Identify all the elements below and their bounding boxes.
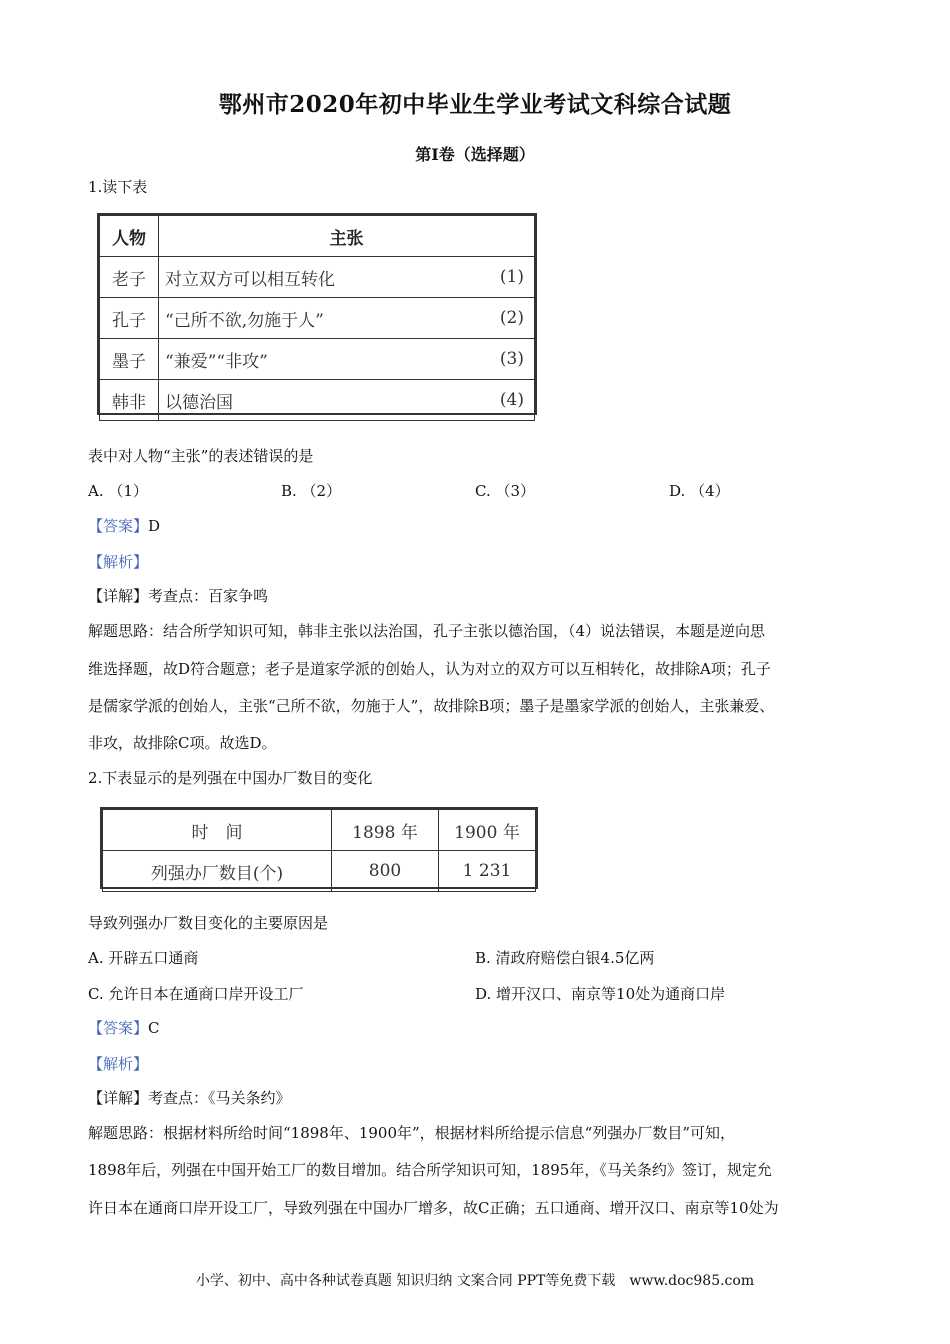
table-row (100, 257, 535, 298)
q2-option-c: C. 允许日本在通商口岸开设工厂 (88, 985, 304, 1003)
q1-person-1: 老子 (100, 257, 159, 298)
q1-option-c: C. （3） (475, 482, 536, 500)
table-row (100, 339, 535, 380)
q1-explanation-line-1: 解题思路：结合所学知识可知，韩非主张以法治国，孔子主张以德治国，（4）说法错误，本题是逆向思 (88, 622, 766, 640)
q2-option-a: A. 开辟五口通商 (88, 949, 199, 967)
page-title: 鄂州市2020年初中毕业生学业考试文科综合试题 (218, 91, 732, 118)
q2-table (100, 807, 538, 889)
q1-analysis-tag: 【解析】 (88, 553, 149, 571)
q1-num-1: (1) (473, 257, 535, 298)
q1-detail: 【详解】考查点：百家争鸣 (88, 587, 269, 605)
q1-question: 表中对人物“主张”的表述错误的是 (88, 447, 314, 465)
q2-explanation-line-2: 1898年后，列强在中国开始工厂的数目增加。结合所学知识可知，1895年，《马关条约》签订，规定允 (88, 1161, 772, 1179)
q2-option-d: D. 增开汉口、南京等10处为通商口岸 (475, 985, 726, 1003)
q2-answer (88, 1018, 160, 1038)
q1-header-claim: 主张 (159, 216, 535, 257)
table-row (103, 851, 536, 892)
q2-stem: 2.下表显示的是列强在中国办厂数目的变化 (88, 769, 373, 787)
q2-analysis-tag: 【解析】 (88, 1055, 149, 1073)
q1-person-2: 孔子 (100, 298, 159, 339)
q2-detail: 【详解】考查点：《马关条约》 (88, 1089, 291, 1107)
q2-header-time: 时 间 (103, 810, 332, 851)
q1-answer (88, 516, 160, 536)
q1-explanation-line-4: 非攻，故排除C项。故选D。 (88, 734, 277, 752)
answer-tag: 【答案】 (88, 1019, 149, 1037)
section-subtitle: 第Ⅰ卷（选择题） (415, 145, 535, 164)
q1-claim-1: 对立双方可以相互转化 (159, 257, 474, 298)
q2-option-b: B. 清政府赔偿白银4.5亿两 (475, 949, 655, 967)
q1-header-person: 人物 (100, 216, 159, 257)
q2-header-1898: 1898 年 (332, 810, 439, 851)
q2-header-1900: 1900 年 (439, 810, 536, 851)
q1-person-4: 韩非 (100, 380, 159, 421)
q2-value-1900: 1 231 (439, 851, 536, 892)
q2-explanation-line-1: 解题思路：根据材料所给时间“1898年、1900年”，根据材料所给提示信息“列强办厂数目”可知， (88, 1124, 736, 1142)
q2-value-1898: 800 (332, 851, 439, 892)
table-row (100, 380, 535, 421)
answer-value: D (148, 517, 161, 535)
q1-option-b: B. （2） (281, 482, 342, 500)
q2-row-label: 列强办厂数目(个) (103, 851, 332, 892)
q1-claim-4: 以德治国 (159, 380, 474, 421)
answer-value: C (148, 1019, 160, 1037)
q1-option-a: A. （1） (88, 482, 148, 500)
q1-num-4: (4) (473, 380, 535, 421)
table-row (100, 298, 535, 339)
q1-stem: 1.读下表 (88, 178, 148, 196)
q2-explanation-line-3: 许日本在通商口岸开设工厂，导致列强在中国办厂增多，故C正确；五口通商、增开汉口、南京等10处为 (88, 1199, 779, 1217)
q1-claim-2: “己所不欲,勿施于人” (159, 298, 474, 339)
q1-claim-3: “兼爱”“非攻” (159, 339, 474, 380)
answer-tag: 【答案】 (88, 517, 149, 535)
q1-num-3: (3) (473, 339, 535, 380)
q1-explanation-line-2: 维选择题，故D符合题意；老子是道家学派的创始人，认为对立的双方可以互相转化，故排除A项；孔子 (88, 660, 771, 678)
page-footer: 小学、初中、高中各种试卷真题 知识归纳 文案合同 PPT等免费下载 www.doc985.com (195, 1273, 755, 1289)
q1-table (97, 213, 537, 415)
q2-question: 导致列强办厂数目变化的主要原因是 (88, 914, 329, 932)
q1-explanation-line-3: 是儒家学派的创始人，主张“己所不欲，勿施于人”，故排除B项；墨子是墨家学派的创始人，主张兼爱、 (88, 697, 775, 715)
q1-num-2: (2) (473, 298, 535, 339)
q1-option-d: D. （4） (669, 482, 730, 500)
q1-person-3: 墨子 (100, 339, 159, 380)
